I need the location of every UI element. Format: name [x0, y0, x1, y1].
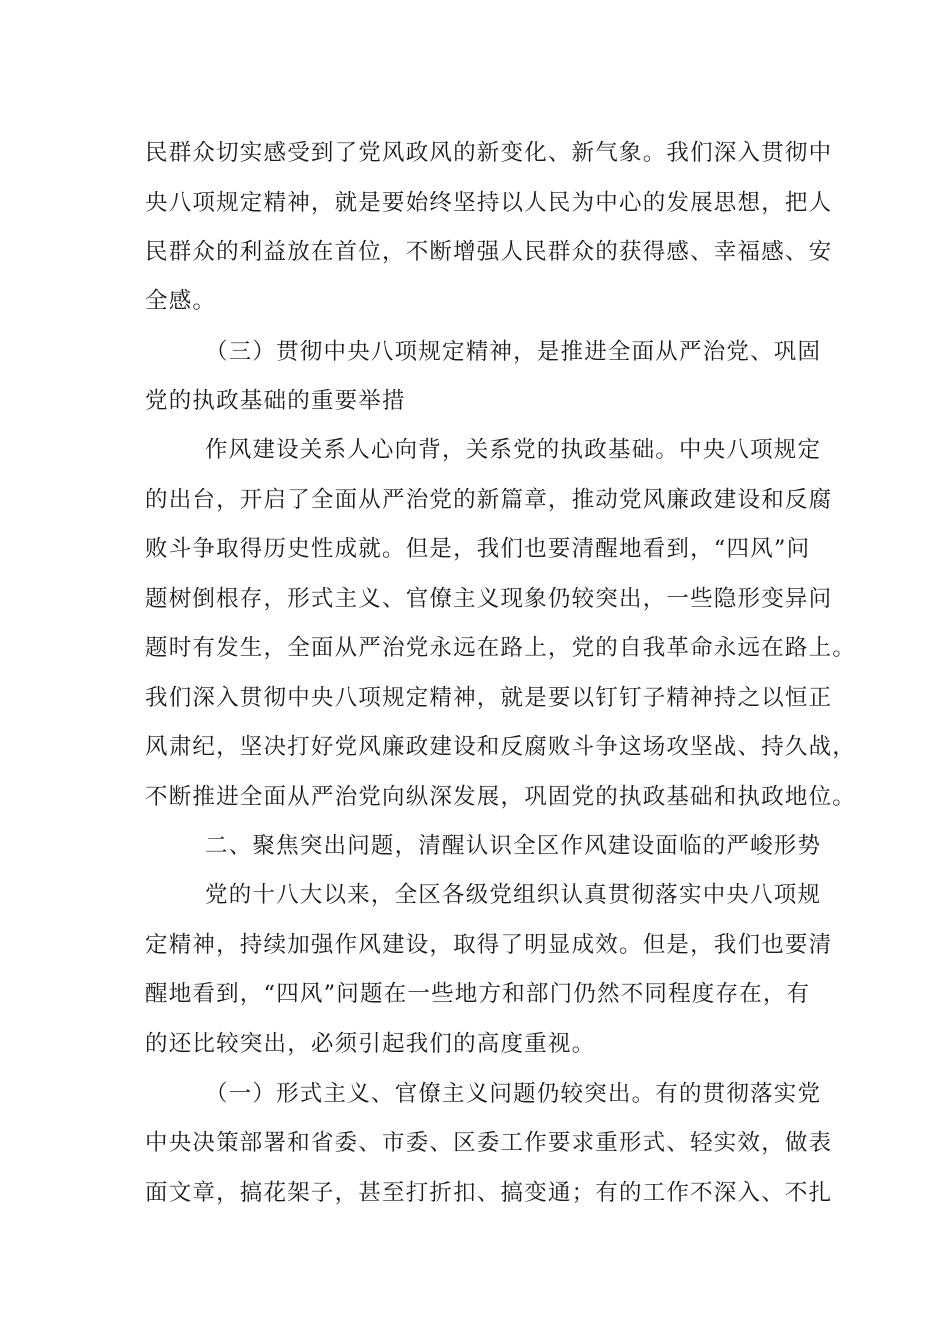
- paragraph-first-line: （一）形式主义、官僚主义问题仍较突出。有的贯彻落实党: [205, 1081, 822, 1107]
- section-heading-continued: 党的执政基础的重要举措: [145, 388, 406, 414]
- body-text-line: 不断推进全面从严治党向纵深发展，巩固党的执政基础和执政地位。: [145, 784, 857, 810]
- body-text-line: 民群众的利益放在首位，不断增强人民群众的获得感、幸福感、安: [145, 239, 833, 265]
- section-heading: （三）贯彻中央八项规定精神，是推进全面从严治党、巩固: [205, 339, 822, 365]
- paragraph-first-line: 作风建设关系人心向背，关系党的执政基础。中央八项规定: [205, 437, 822, 463]
- body-text-line: 央八项规定精神，就是要始终坚持以人民为中心的发展思想，把人: [145, 190, 833, 216]
- body-text-line: 题树倒根存，形式主义、官僚主义现象仍较突出，一些隐形变异问: [145, 586, 833, 612]
- body-text-line: 醒地看到，“四风”问题在一些地方和部门仍然不同程度存在，有: [145, 981, 811, 1007]
- body-text-line: 民群众切实感受到了党风政风的新变化、新气象。我们深入贯彻中: [145, 140, 833, 166]
- body-text-line: 题时有发生，全面从严治党永远在路上，党的自我革命永远在路上。: [145, 635, 857, 661]
- section-heading: 二、聚焦突出问题，清醒认识全区作风建设面临的严峻形势: [205, 833, 822, 859]
- body-text-line: 风肃纪，坚决打好党风廉政建设和反腐败斗争这场攻坚战、持久战，: [145, 734, 857, 760]
- body-text-line: 面文章，搞花架子，甚至打折扣、搞变通；有的工作不深入、不扎: [145, 1180, 833, 1206]
- body-text-line: 定精神，持续加强作风建设，取得了明显成效。但是，我们也要清: [145, 932, 833, 958]
- body-text-line: 的出台，开启了全面从严治党的新篇章，推动党风廉政建设和反腐: [145, 487, 833, 513]
- body-text-line: 的还比较突出，必须引起我们的高度重视。: [145, 1031, 596, 1057]
- body-text-line: 中央决策部署和省委、市委、区委工作要求重形式、轻实效，做表: [145, 1130, 833, 1156]
- body-text-line: 我们深入贯彻中央八项规定精神，就是要以钉钉子精神持之以恒正: [145, 685, 833, 711]
- paragraph-first-line: 党的十八大以来，全区各级党组织认真贯彻落实中央八项规: [205, 882, 822, 908]
- body-text-line: 败斗争取得历史性成就。但是，我们也要清醒地看到，“四风”问: [145, 536, 811, 562]
- body-text-line: 全感。: [145, 288, 217, 314]
